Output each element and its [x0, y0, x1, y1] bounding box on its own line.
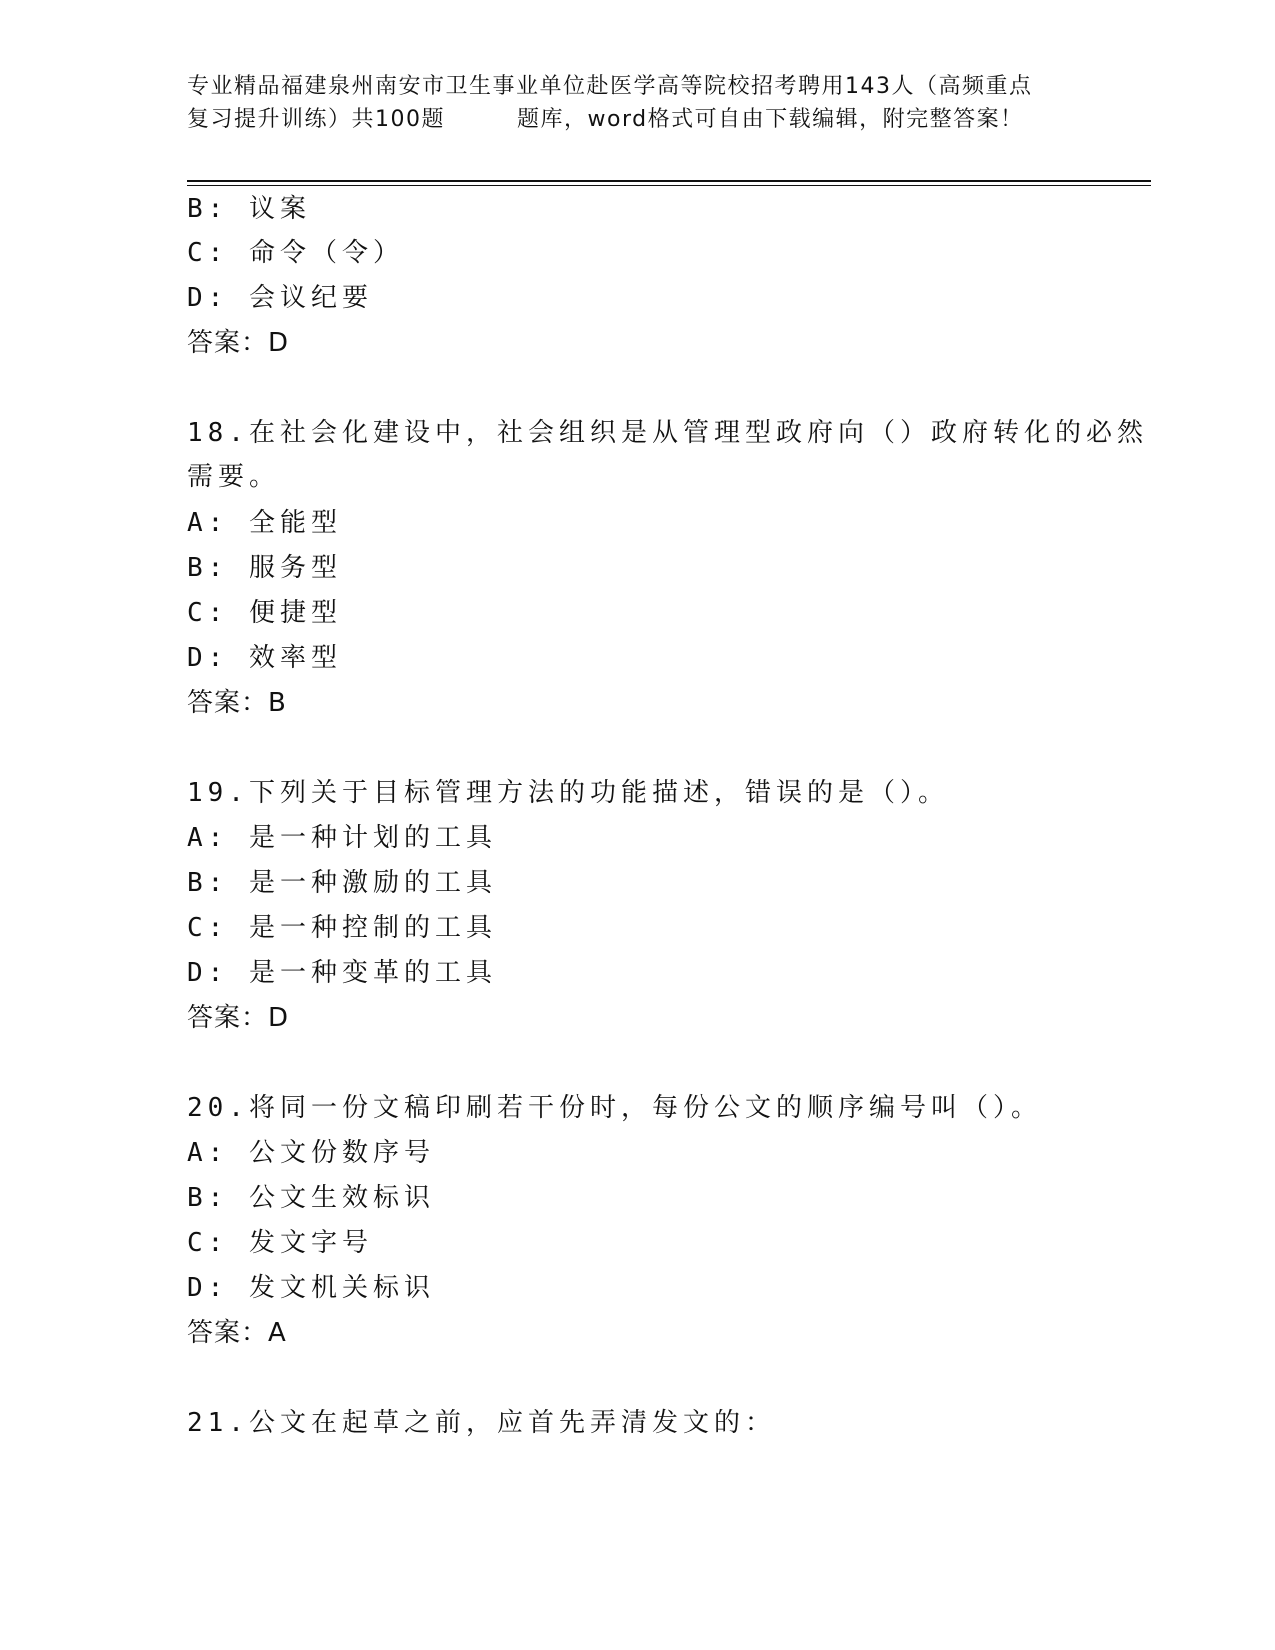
- q20-stem: 20.将同一份文稿印刷若干份时，每份公文的顺序编号叫（）。: [187, 1093, 1042, 1123]
- q20-option-c: C: 发文字号: [187, 1228, 373, 1258]
- header-line-2: [187, 103, 1087, 136]
- header-rule-thick: [187, 180, 1151, 182]
- q18-answer: 答案：B: [187, 688, 287, 718]
- q21-stem: 21.公文在起草之前，应首先弄清发文的：: [187, 1408, 776, 1438]
- header-line-2-part-1: 复习提升训练）共100题: [187, 107, 445, 132]
- q18-option-b: B: 服务型: [187, 553, 342, 583]
- q18-option-a: A: 全能型: [187, 508, 342, 538]
- q18-stem-line-1: 18.在社会化建设中，社会组织是从管理型政府向（）政府转化的必然: [187, 418, 1148, 448]
- header-rule-thin: [187, 185, 1151, 186]
- q20-option-d: D: 发文机关标识: [187, 1273, 435, 1303]
- q20-option-a: A: 公文份数序号: [187, 1138, 435, 1168]
- q17-answer: 答案：D: [187, 328, 290, 358]
- q20-option-b: B: 公文生效标识: [187, 1183, 435, 1213]
- q19-answer: 答案：D: [187, 1003, 290, 1033]
- q18-stem-line-2: 需要。: [187, 462, 281, 492]
- q17-option-c: C: 命令（令）: [187, 238, 404, 268]
- q17-option-d: D: 会议纪要: [187, 283, 373, 313]
- q19-option-b: B: 是一种激励的工具: [187, 868, 497, 898]
- document-header: [187, 70, 1087, 136]
- q19-stem: 19.下列关于目标管理方法的功能描述，错误的是（）。: [187, 778, 949, 808]
- q19-option-d: D: 是一种变革的工具: [187, 958, 497, 988]
- q17-option-b: B: 议案: [187, 194, 311, 224]
- header-line-1: 专业精品福建泉州南安市卫生事业单位赴医学高等院校招考聘用143人（高频重点: [187, 74, 1033, 99]
- q19-option-a: A: 是一种计划的工具: [187, 823, 497, 853]
- q19-option-c: C: 是一种控制的工具: [187, 913, 497, 943]
- header-line-2-part-2: 题库，word格式可自由下载编辑，附完整答案！: [517, 107, 1024, 132]
- q18-option-d: D: 效率型: [187, 643, 342, 673]
- q18-option-c: C: 便捷型: [187, 598, 342, 628]
- q20-answer: 答案：A: [187, 1318, 287, 1348]
